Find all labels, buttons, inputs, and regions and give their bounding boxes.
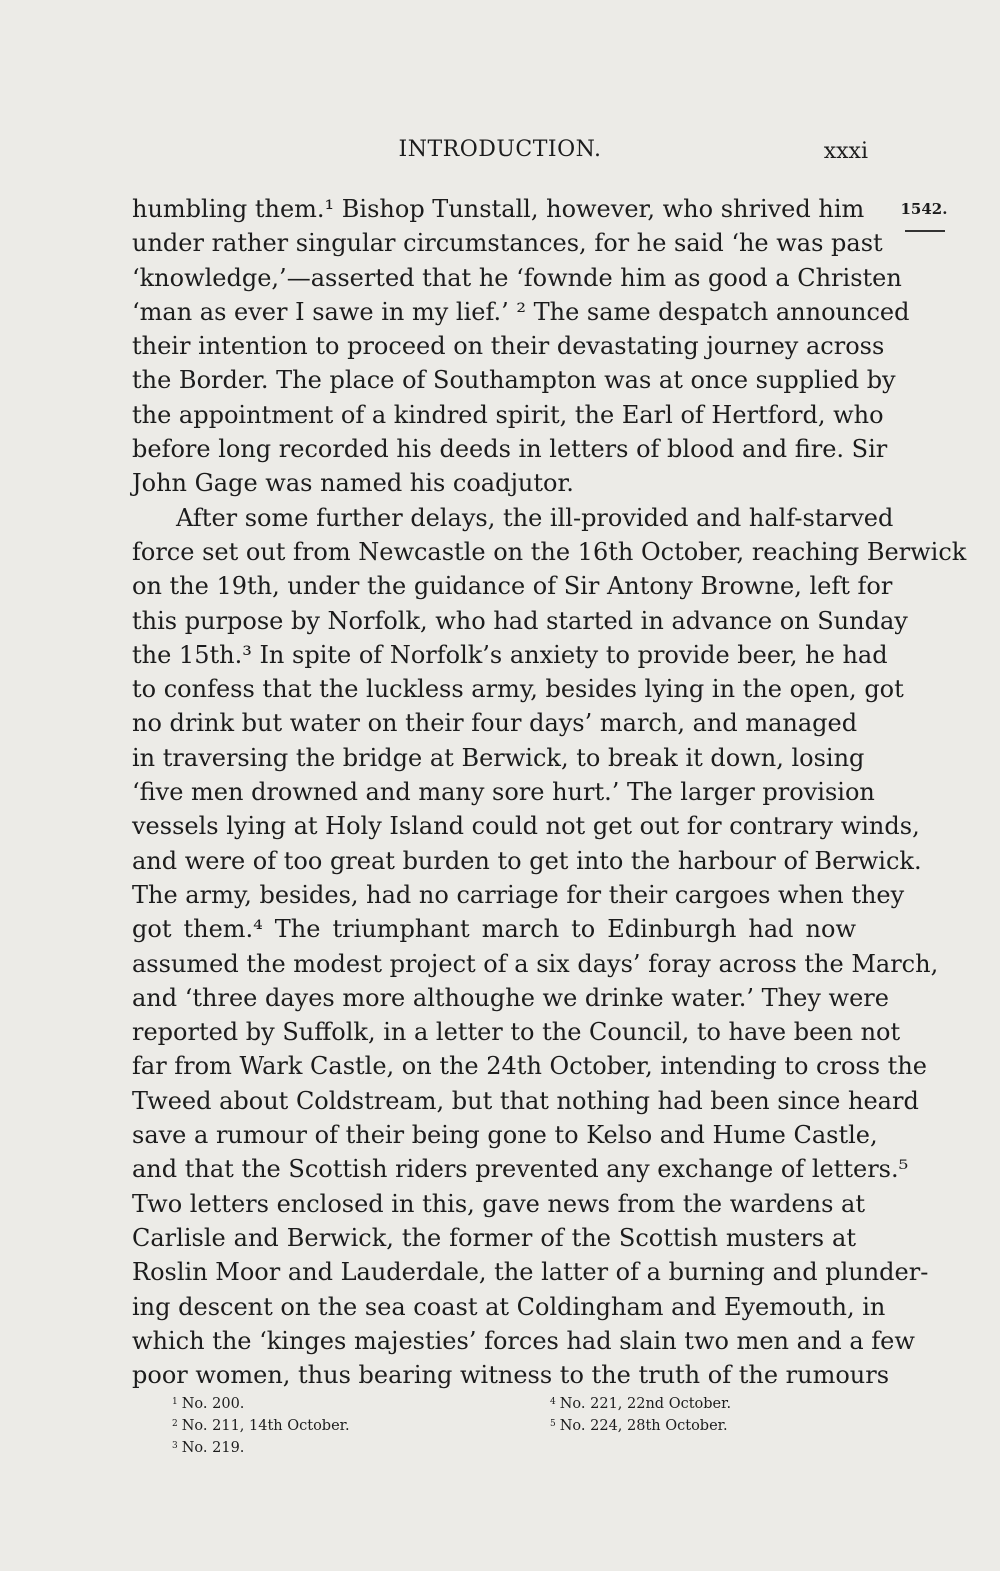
footnote (550, 1415, 731, 1437)
footnote-mark: 2 (172, 1419, 178, 1429)
footnote-mark: 3 (172, 1441, 178, 1451)
text-line: Roslin Moor and Lauderdale, the latter of a burning and plunder- (132, 1258, 929, 1287)
text-line: John Gage was named his coadjutor. (132, 469, 574, 498)
text-line: this purpose by Norfolk, who had started in advance on Sunday (132, 606, 908, 635)
text-line: got them.⁴ The triumphant march to Edinburgh had now (132, 915, 856, 944)
text-line: After some further delays, the ill-provided and half-starved (176, 503, 894, 532)
footnote-mark: 1 (172, 1397, 178, 1407)
text-line: the 15th.³ In spite of Norfolk’s anxiety to provide beer, he had (132, 640, 888, 669)
margin-year-note: 1542. (900, 200, 948, 218)
text-line: in traversing the bridge at Berwick, to break it down, losing (132, 743, 865, 772)
footnote-text: No. 224, 28th October. (559, 1418, 728, 1434)
text-line: vessels lying at Holy Island could not get out for contrary winds, (132, 812, 920, 841)
text-line: humbling them.¹ Bishop Tunstall, however, who shrived him (132, 195, 865, 223)
footnote-text: No. 219. (181, 1440, 245, 1456)
text-line: no drink but water on their four days’ march, and managed (132, 709, 858, 738)
footnote-text: No. 211, 14th October. (181, 1418, 350, 1434)
footnote (550, 1393, 731, 1415)
text-line: the appointment of a kindred spirit, the Earl of Hertford, who (132, 400, 884, 429)
text-line: assumed the modest project of a six days’ foray across the March, (132, 949, 939, 978)
text-line: Tweed about Coldstream, but that nothing had been since heard (132, 1086, 919, 1115)
text-line: ‘man as ever I sawe in my lief.’ ² The same despatch announced (132, 297, 910, 326)
text-line: ‘five men drowned and many sore hurt.’ The larger provision (132, 778, 875, 807)
footnote (172, 1437, 350, 1459)
text-line: and were of too great burden to get into the harbour of Berwick. (132, 846, 922, 875)
running-title: INTRODUCTION. (398, 137, 602, 162)
footnote-text: No. 200. (181, 1396, 245, 1412)
text-line: The army, besides, had no carriage for their cargoes when they (132, 880, 905, 909)
footnotes-right-column (550, 1393, 731, 1437)
footnotes-left-column (172, 1393, 350, 1459)
text-line: reported by Suffolk, in a letter to the Council, to have been not (132, 1018, 901, 1047)
text-line: Carlisle and Berwick, the former of the Scottish musters at (132, 1223, 856, 1252)
text-line: which the ‘kinges majesties’ forces had slain two men and a few (132, 1326, 915, 1355)
text-line: Two letters enclosed in this, gave news from the wardens at (132, 1189, 865, 1218)
text-line: force set out from Newcastle on the 16th October, reaching Berwick (132, 537, 967, 566)
text-line: the Border. The place of Southampton was at once supplied by (132, 366, 896, 395)
footnote-text: No. 221, 22nd October. (559, 1396, 732, 1412)
footnote (172, 1393, 350, 1415)
text-line: their intention to proceed on their devastating journey across (132, 332, 885, 361)
running-head (132, 137, 868, 167)
text-line: on the 19th, under the guidance of Sir Antony Browne, left for (132, 572, 893, 601)
text-line: and ‘three dayes more althoughe we drinke water.’ They were (132, 983, 889, 1012)
text-line: ‘knowledge,’—asserted that he ‘fownde him as good a Christen (132, 263, 902, 292)
text-line: under rather singular circumstances, for he said ‘he was past (132, 229, 883, 258)
text-line: to confess that the luckless army, besides lying in the open, got (132, 675, 904, 704)
text-line: and that the Scottish riders prevented any exchange of letters.⁵ (132, 1155, 909, 1184)
footnote-mark: 4 (550, 1397, 556, 1407)
page-number: xxxi (823, 139, 868, 164)
text-line: ing descent on the sea coast at Coldingham and Eyemouth, in (132, 1292, 886, 1321)
text-line: poor women, thus bearing witness to the truth of the rumours (132, 1361, 890, 1390)
footnote-mark: 5 (550, 1419, 556, 1429)
footnote (172, 1415, 350, 1437)
text-line: far from Wark Castle, on the 24th October, intending to cross the (132, 1052, 927, 1081)
text-line: before long recorded his deeds in letters of blood and fire. Sir (132, 435, 888, 464)
margin-rule (905, 230, 945, 232)
text-line: save a rumour of their being gone to Kelso and Hume Castle, (132, 1121, 878, 1150)
